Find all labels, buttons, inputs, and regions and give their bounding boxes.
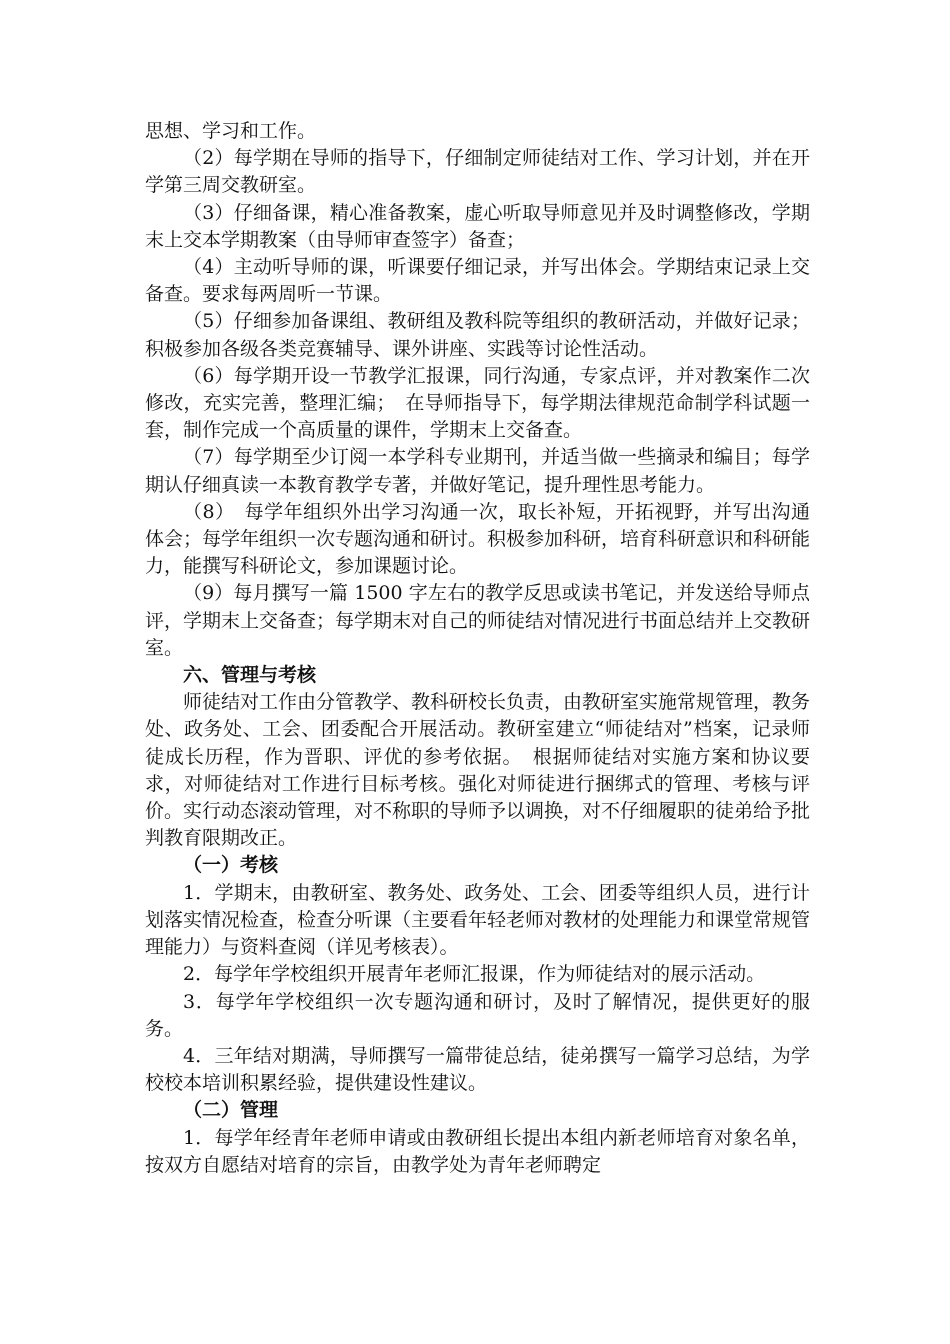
assessment-item-2: 2．每学年学校组织开展青年老师汇报课，作为师徒结对的展示活动。: [183, 963, 766, 986]
paragraph-6: （6）每学期开设一节教学汇报课，同行沟通，专家点评，并对教案作二次修改，充实完善，整理汇编； 在导师指导下，每学期法律规范命制学科试题一套，制作完成一个高质量的课件，学期末上交备查。: [145, 364, 810, 442]
subheading-assessment: （一）考核: [183, 854, 279, 877]
paragraph-9: （9）每月撰写一篇 1500 字左右的教学反思或读书笔记，并发送给导师点评，学期末上交备查；每学期末对自己的师徒结对情况进行书面总结并上交教研室。: [145, 582, 811, 659]
paragraph-4: （4）主动听导师的课，听课要仔细记录，并写出体会。学期结束记录上交备查。要求每两周听一节课。: [145, 256, 810, 306]
section-heading-management: 六、管理与考核: [183, 664, 317, 687]
subheading-management: （二）管理: [183, 1099, 279, 1122]
assessment-item-3: 3．每学年学校组织一次专题沟通和研讨，及时了解情况，提供更好的服务。: [145, 990, 810, 1040]
paragraph-5: （5）仔细参加备课组、教研组及教科院等组织的教研活动，并做好记录；积极参加各级各类竞赛辅导、课外讲座、实践等讨论性活动。: [145, 310, 810, 360]
assessment-item-4: 4．三年结对期满，导师撰写一篇带徒总结，徒弟撰写一篇学习总结，为学校校本培训积累经验，提供建设性建议。: [145, 1044, 810, 1095]
paragraph-1: 思想、学习和工作。: [145, 120, 317, 142]
paragraph-2: （2）每学期在导师的指导下，仔细制定师徒结对工作、学习计划，并在开学第三周交教研室。: [145, 147, 810, 197]
management-item-1: 1．每学年经青年老师申请或由教研组长提出本组内新老师培育对象名单，按双方自愿结对培育的宗旨，由教学处为青年老师聘定: [145, 1126, 810, 1176]
paragraph-management-intro: 师徒结对工作由分管教学、教科研校长负责，由教研室实施常规管理，教务处、政务处、工会、团委配合开展活动。教研室建立“师徒结对”档案，记录师徒成长历程，作为晋职、评优的参考依据。 根据师徒结对实施方案和协议要求，对师徒结对工作进行目标考核。强化对师徒进行捆绑式的管理、考核与评价。实行动态滚动管理，对不称职的导师予以调换，对不仔细履职的徒弟给予批判教育限期改正。: [145, 691, 811, 850]
document-body: [145, 118, 810, 1179]
paragraph-7: （7）每学期至少订阅一本学科专业期刊，并适当做一些摘录和编目；每学期认仔细真读一本教育教学专著，并做好笔记，提升理性思考能力。: [145, 446, 810, 496]
paragraph-3: （3）仔细备课，精心准备教案，虚心听取导师意见并及时调整修改，学期末上交本学期教案（由导师审查签字）备查；: [145, 201, 810, 251]
assessment-item-1: 1．学期末，由教研室、教务处、政务处、工会、团委等组织人员，进行计划落实情况检查，检查分听课（主要看年轻老师对教材的处理能力和课堂常规管理能力）与资料查阅（详见考核表）。: [145, 881, 811, 959]
paragraph-8: （8） 每学年组织外出学习沟通一次，取长补短，开拓视野，并写出沟通体会；每学年组织一次专题沟通和研讨。积极参加科研，培育科研意识和科研能力，能撰写科研论文，参加课题讨论。: [145, 500, 811, 578]
